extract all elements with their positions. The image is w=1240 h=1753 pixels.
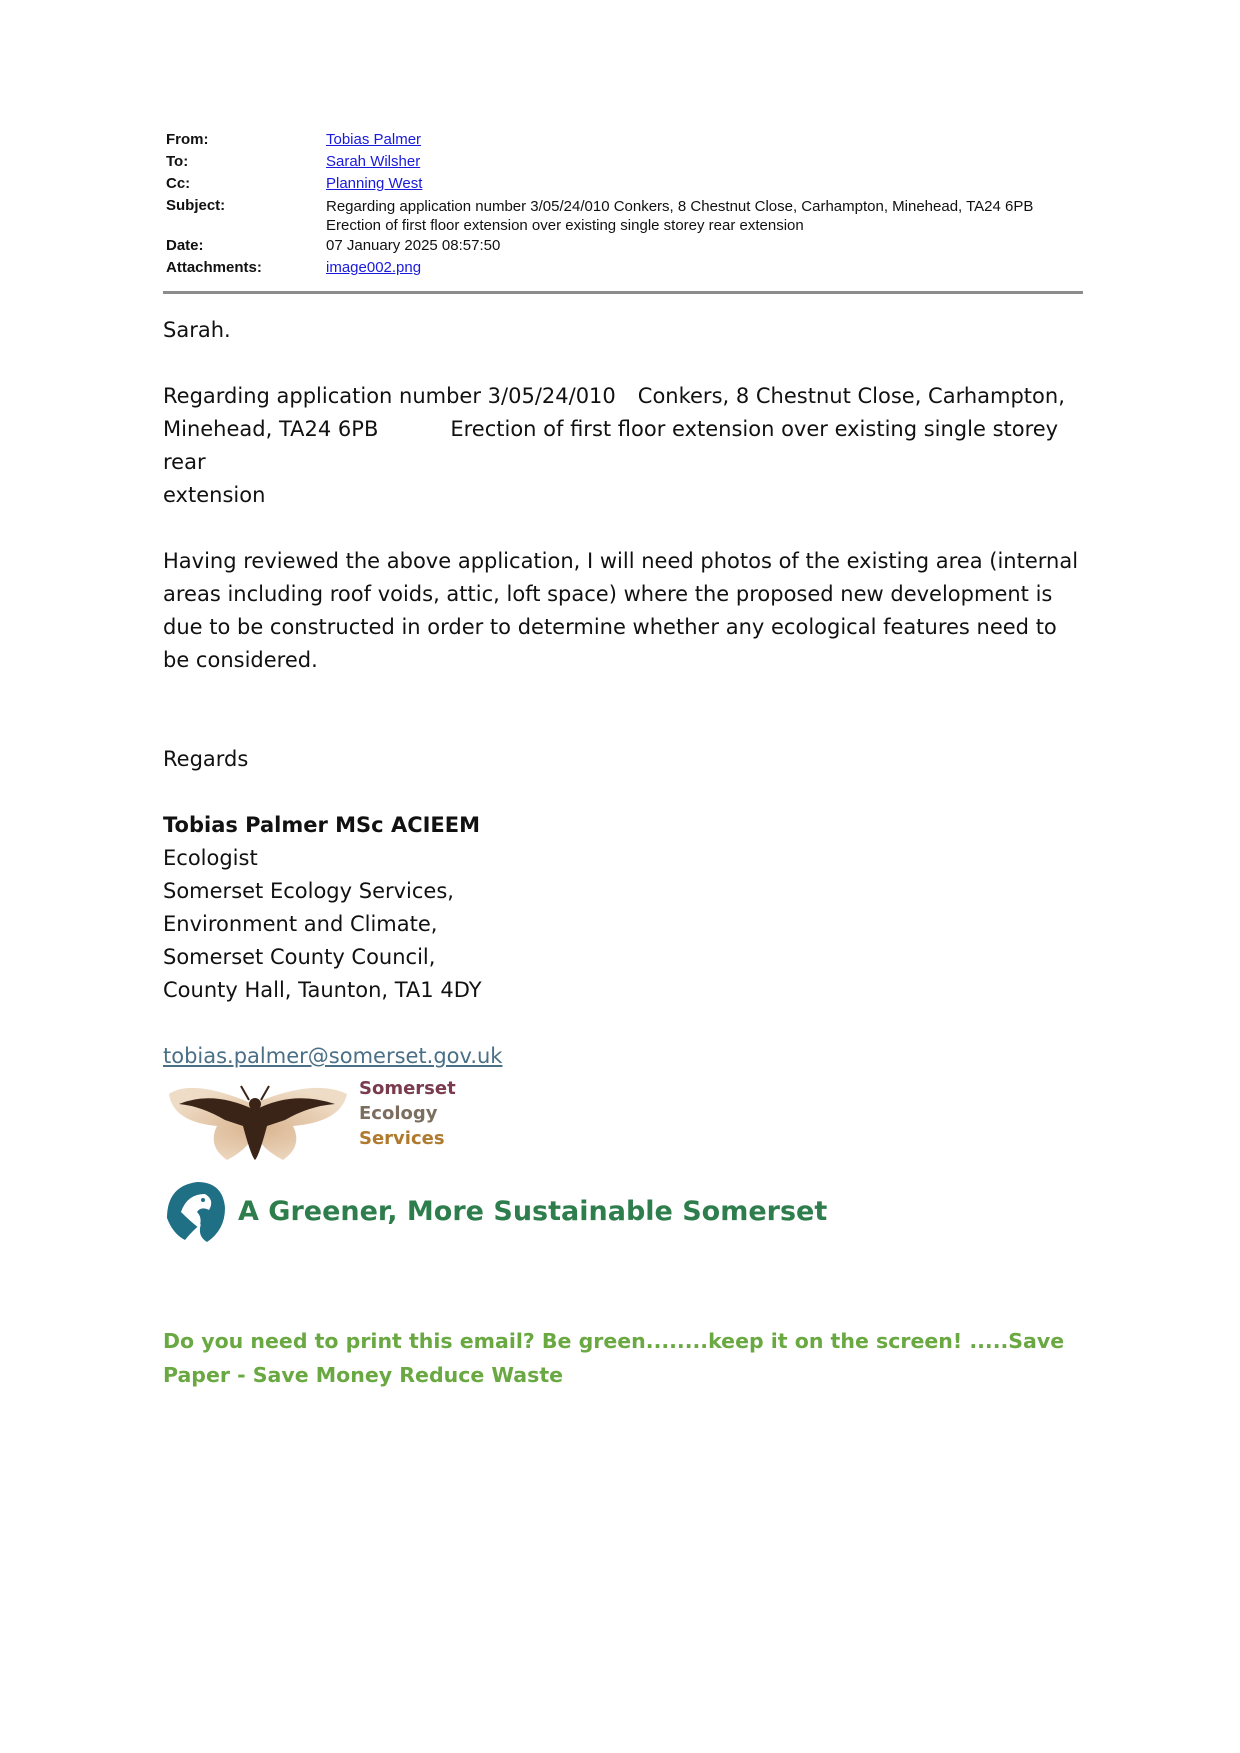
request-paragraph: Having reviewed the above application, I will need photos of the existing area (internal areas including roof voids, attic, loft space) where the proposed new development is due to be constructed in order to determine whether any ecological features need to be considered. <box>163 549 1079 672</box>
signature-role: Ecologist <box>163 846 258 870</box>
application-reference <box>163 380 1083 512</box>
regards: Regards <box>163 747 249 771</box>
logo-word-ecology: Ecology <box>359 1103 438 1124</box>
application-address: Conkers, 8 Chestnut Close, Carhampton, <box>637 384 1065 408</box>
dragon-icon <box>163 1178 229 1248</box>
logo-word-services: Services <box>359 1128 445 1149</box>
from-row <box>166 129 1086 151</box>
greener-somerset-logo <box>163 1178 828 1248</box>
from-link[interactable]: Tobias Palmer <box>326 131 422 148</box>
greener-logo-text: A Greener, More Sustainable Somerset <box>238 1196 828 1227</box>
attachments-row <box>166 257 1086 279</box>
attachments-label: Attachments: <box>166 259 262 276</box>
from-label: From: <box>166 131 209 148</box>
signature-email-link[interactable]: tobias.palmer@somerset.gov.uk <box>163 1044 503 1068</box>
application-postcode: Minehead, TA24 6PB <box>163 417 379 441</box>
ecology-services-logo <box>163 1064 456 1168</box>
signature-line-3: Somerset County Council, <box>163 945 436 969</box>
date-row <box>166 235 1086 257</box>
signature-line-4: County Hall, Taunton, TA1 4DY <box>163 978 482 1002</box>
moth-bird-icon <box>163 1064 353 1168</box>
attachment-link[interactable]: image002.png <box>326 259 422 276</box>
signature-line-1: Somerset Ecology Services, <box>163 879 454 903</box>
email-body <box>163 314 1083 1073</box>
application-description-end: extension <box>163 483 266 507</box>
email-header <box>166 129 1086 279</box>
signature-line-2: Environment and Climate, <box>163 912 438 936</box>
cc-label: Cc: <box>166 175 191 192</box>
cc-row <box>166 173 1086 195</box>
application-number: Regarding application number 3/05/24/010 <box>163 384 616 408</box>
to-row <box>166 151 1086 173</box>
logo-word-somerset: Somerset <box>359 1078 456 1099</box>
date-value: 07 January 2025 08:57:50 <box>326 237 501 254</box>
print-footer-notice: Do you need to print this email? Be green........keep it on the screen! .....Save Paper - Save Money Reduce Waste <box>163 1329 1065 1387</box>
subject-label: Subject: <box>166 197 226 214</box>
date-label: Date: <box>166 237 204 254</box>
subject-row <box>166 195 1086 235</box>
application-description: Erection of first floor extension over existing single storey rear <box>163 417 1059 474</box>
signature-name: Tobias Palmer MSc ACIEEM <box>163 813 481 837</box>
to-link[interactable]: Sarah Wilsher <box>326 153 421 170</box>
to-label: To: <box>166 153 189 170</box>
ecology-logo-text <box>359 1076 456 1151</box>
subject-line-1: Regarding application number 3/05/24/010 Conkers, 8 Chestnut Close, Carhampton, Minehead, TA24 6PB <box>326 198 1034 215</box>
subject-line-2: Erection of first floor extension over existing single storey rear extension <box>326 217 804 234</box>
greeting: Sarah. <box>163 318 231 342</box>
cc-link[interactable]: Planning West <box>326 175 423 192</box>
header-divider <box>163 291 1083 294</box>
